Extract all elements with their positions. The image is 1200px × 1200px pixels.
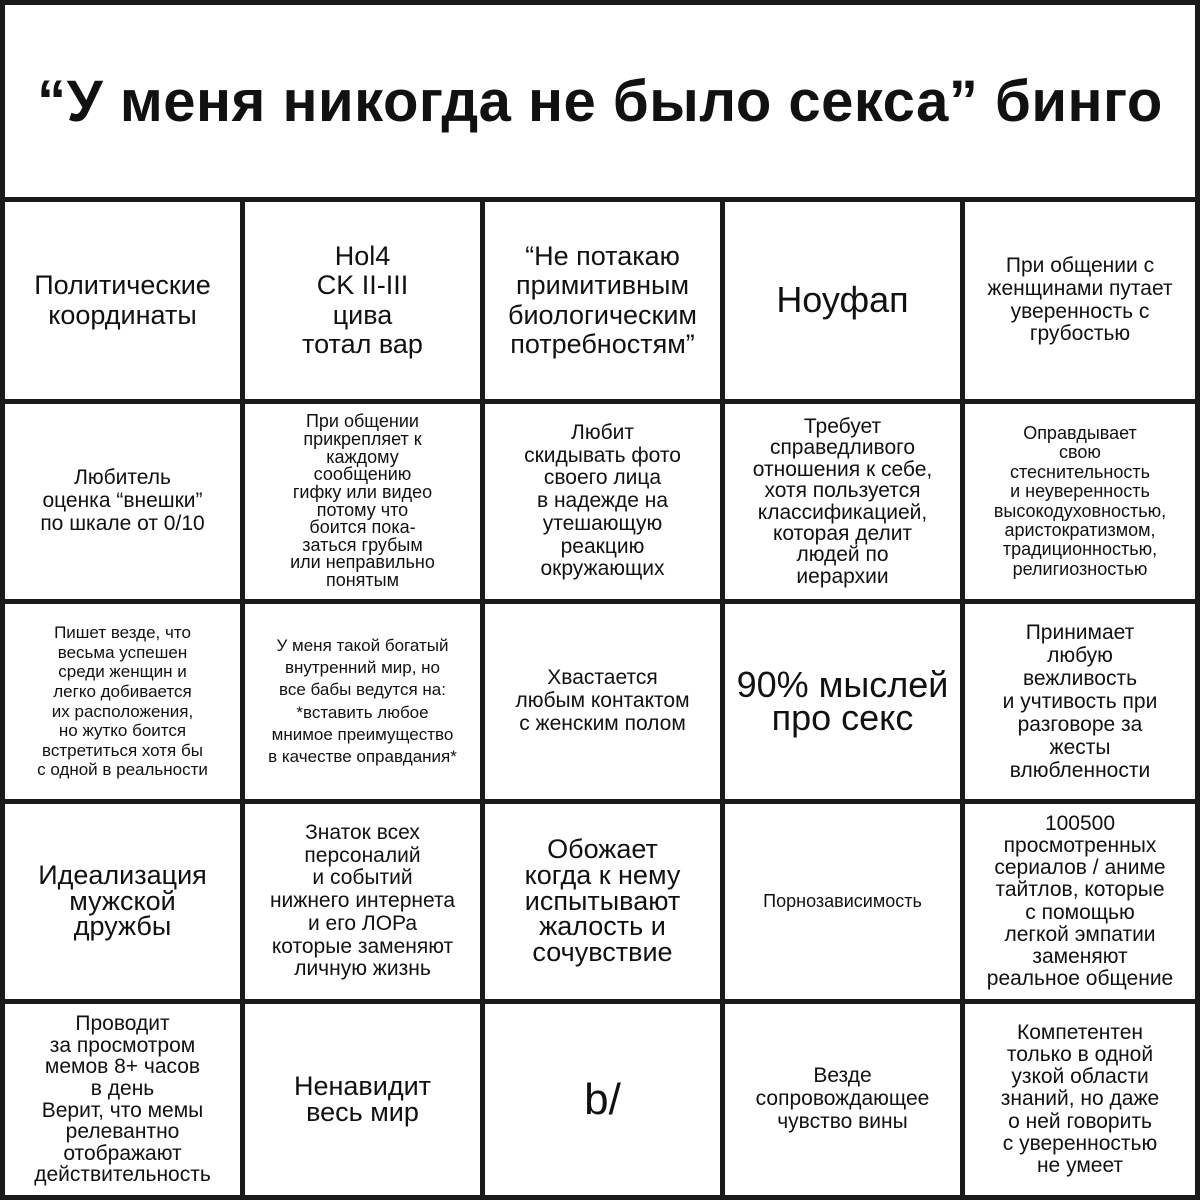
bingo-cell: У меня такой богатый внутренний мир, но все бабы ведутся на: *вставить любое мнимое преимущество в качестве оправдания* [268, 636, 457, 766]
bingo-cell: Ноуфап [776, 279, 909, 321]
bingo-cell: b/ [584, 1074, 621, 1124]
bingo-cell: При общении прикрепляет к каждому сообщению гифку или видео потому что боится пока- заться грубым или неправильно понятым [290, 411, 435, 590]
bingo-cell: Идеализация мужской дружбы [38, 860, 207, 942]
bingo-cell: Проводит за просмотром мемов 8+ часов в день Верит, что мемы релевантно отображают действительность [34, 1012, 211, 1187]
bingo-cell: Требует справедливого отношения к себе, хотя пользуется классификацией, которая делит людей по иерархии [752, 414, 933, 588]
bingo-cell: “Не потакаю примитивным биологическим потребностям” [507, 241, 697, 359]
bingo-cell: Обожает когда к нему испытывают жалость и сочувствие [524, 834, 681, 967]
bingo-cell: При общении с женщинами путает уверенность с грубостью [987, 254, 1173, 346]
bingo-cell: Компетентен только в одной узкой области знаний, но даже о ней говорить с уверенностью не умеет [1000, 1021, 1160, 1177]
bingo-cell: Любитель оценка “внешки” по шкале от 0/10 [40, 466, 205, 535]
bingo-cell: 100500 просмотренных сериалов / аниме тайтлов, которые с помощью легкой эмпатии заменяют реальное общение [986, 812, 1174, 990]
bingo-cell: Ненавидит весь мир [293, 1070, 432, 1127]
bingo-cell: Порнозависимость [763, 890, 922, 911]
bingo-cell: Везде сопровождающее чувство вины [755, 1064, 930, 1133]
bingo-title: “У меня никогда не было секса” бинго [5, 5, 1195, 202]
bingo-cell: Hol4 CK II-III цива тотал вар [302, 241, 423, 359]
bingo-cell: Принимает любую вежливость и учтивость при разговоре за жесты влюбленности [1002, 620, 1158, 783]
bingo-cell: Знаток всех персоналий и событий нижнего интернета и его ЛОРа которые заменяют личную жизнь [269, 821, 456, 981]
bingo-cell: Любит скидывать фото своего лица в надежде на утешающую реакцию окружающих [524, 421, 681, 581]
bingo-cell: Оправдывает свою стеснительность и неуверенность высокодуховностью, аристократизмом, традиционностью, религиозностью [993, 422, 1167, 579]
bingo-cell: Пишет везде, что весьма успешен среди женщин и легко добивается их расположения, но жутко боится встретиться хотя бы с одной в реальности [37, 623, 208, 780]
bingo-cell: Политические координаты [34, 270, 211, 330]
bingo-cell: Хвастается любым контактом с женским полом [515, 666, 690, 735]
bingo-cell: 90% мыслей про секс [736, 664, 949, 738]
